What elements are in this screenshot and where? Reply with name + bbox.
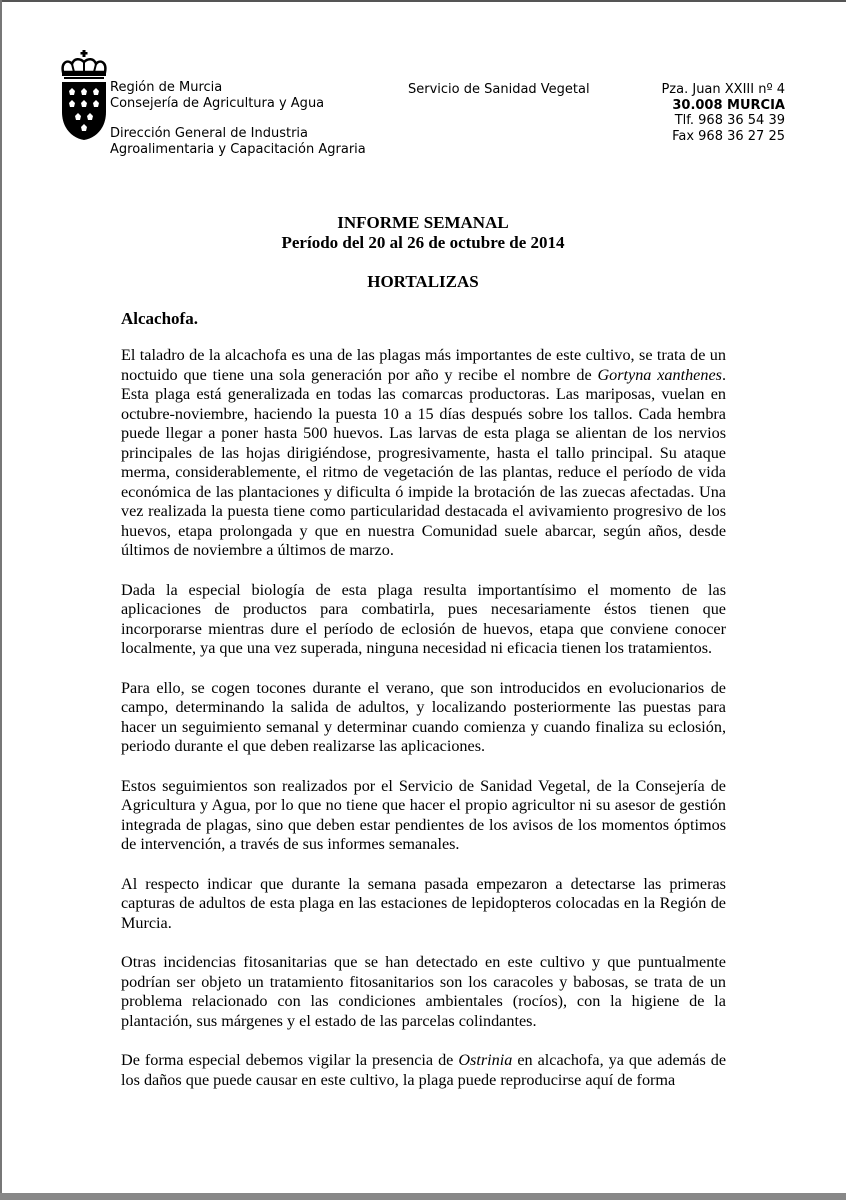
species-name: Ostrinia [458,1051,513,1069]
issuer-block [110,80,366,158]
directorate-line-1: Dirección General de Industria [110,126,309,141]
address-city: 30.008 MURCIA [672,97,785,113]
crown-icon [62,50,106,79]
directorate-line-2: Agroalimentaria y Capacitación Agraria [110,142,366,157]
report-body [121,346,726,1110]
species-name: Gortyna xanthenes [597,365,722,384]
page-edge-left [0,0,2,1200]
paragraph-5: Al respecto indicar que durante la semana pasada empezaron a detectarse las primeras capturas de adultos de esta plaga en las estaciones de lepidopteros colocadas en la Región de Murcia. [121,874,726,932]
address-phone: Tlf. 968 36 54 39 [674,113,785,128]
paragraph-1: El taladro de la alcachofa es una de las plagas más importantes de este cultivo, se trata de un noctuido que tiene una sola generación por año y recibe el nombre de Gortyna xanthenes. Esta plaga está generalizada en todas las comarcas productoras. Las mariposas, vuelan en octubre-noviembre, haciendo la puesta 10 a 15 días después sobre los tallos. Cada hembra puede llegar a poner hasta 500 huevos. Las larvas de esta plaga se alientan de los nervios principales de las hojas dirigiéndose, progresivamente, hasta el tallo principal. Su ataque merma, considerablemente, el ritmo de vegetación de las plantas, reduce el período de vida económica de las plantaciones y dificulta ó impide la brotación de las zuecas afectadas. Una vez realizada la puesta tiene como particularidad destacada el avivamiento progresivo de los huevos, etapa prolongada y que en nuestra Comunidad suele abarcar, según años, desde últimos de noviembre a últimos de marzo. [121,346,726,559]
report-period: Período del 20 al 26 de octubre de 2014 [281,233,565,252]
report-title: INFORME SEMANAL [337,213,509,232]
region-crest-icon [60,50,108,142]
report-category: HORTALIZAS [367,272,479,291]
paragraph-2: Dada la especial biología de esta plaga resulta importantísimo el momento de las aplicaciones de productos para combatirla, pues necesariamente éstos tienen que incorporarse mientras dure el período de eclosión de huevos, etapa que conviene conocer localmente, ya que una vez superada, ninguna necesidad ni eficacia tienen los tratamientos. [121,580,726,657]
paragraph-6: Otras incidencias fitosanitarias que se han detectado en este cultivo y que puntualmente podrían ser objeto un tratamiento fitosanitarios son los caracoles y babosas, se trata de un problema relacionado con las condiciones ambientales (rocíos), con la higiene de la plantación, sus márgenes y el estado de las parcelas colindantes. [121,953,726,1030]
service-name: Servicio de Sanidad Vegetal [408,82,590,97]
crop-heading: Alcachofa. [121,309,198,328]
page-edge-top [0,0,846,2]
paragraph-7: De forma especial debemos vigilar la presencia de Ostrinia en alcachofa, ya que además de los daños que puede causar en este cultivo, la plaga puede reproducirse aquí de forma [121,1051,727,1089]
page-edge-bottom [0,1193,846,1200]
ministry-name: Consejería de Agricultura y Agua [110,96,325,111]
address-block [640,82,785,144]
paragraph-3: Para ello, se cogen tocones durante el verano, que son introducidos en evolucionarios de campo, determinando la salida de adultos, y localizando posteriormente las puestas para hacer un seguimiento semanal y determinar cuando comienza y cuando finaliza su eclosión, periodo durante el que deben realizarse las aplicaciones. [121,678,726,755]
region-name: Región de Murcia [110,80,223,95]
report-heading [0,213,846,253]
paragraph-4: Estos seguimientos son realizados por el Servicio de Sanidad Vegetal, de la Consejería de Agricultura y Agua, por lo que no tiene que hacer el propio agricultor ni su asesor de gestión integrada de plagas, sino que deben estar pendientes de los avisos de los momentos óptimos de intervención, a través de sus informes semanales. [121,776,726,853]
address-street: Pza. Juan XXIII nº 4 [661,82,785,97]
address-fax: Fax 968 36 27 25 [672,128,785,144]
